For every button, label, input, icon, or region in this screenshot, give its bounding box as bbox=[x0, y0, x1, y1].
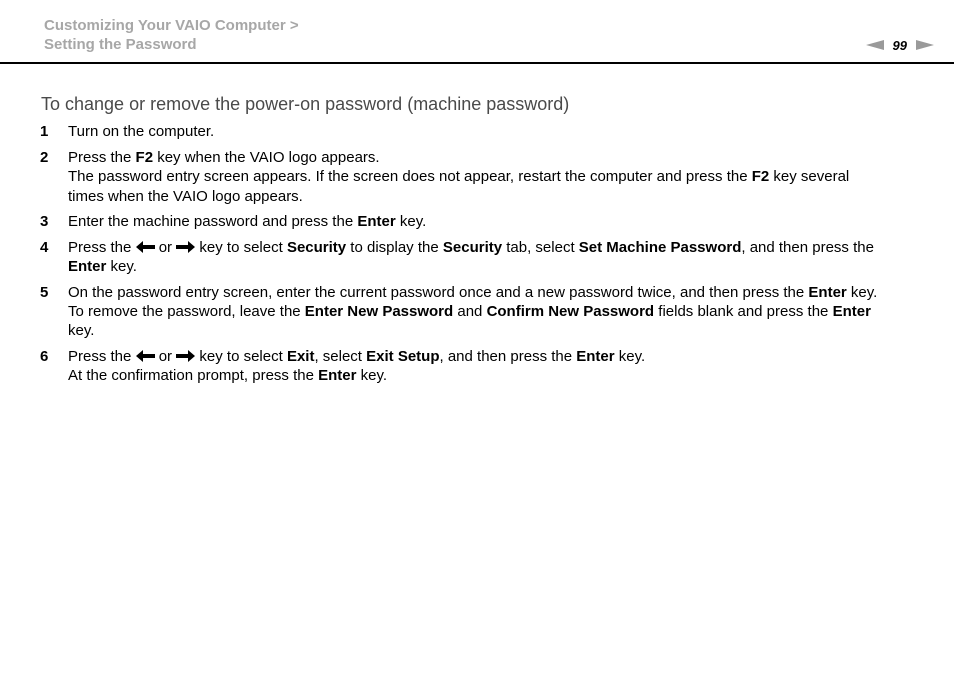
step-text: Press the or key to select Exit, select Exit Setup, and then press the Enter key. bbox=[68, 348, 646, 365]
page-number: 99 bbox=[892, 37, 907, 53]
step-text: The password entry screen appears. If the screen does not appear, restart the computer and press the F2 key several bbox=[68, 168, 850, 185]
header-divider bbox=[0, 62, 954, 64]
breadcrumb-section[interactable]: Setting the Password bbox=[44, 36, 197, 53]
page-header bbox=[0, 0, 954, 64]
prev-page-icon[interactable] bbox=[866, 40, 884, 50]
step-text: Enter key. bbox=[68, 258, 137, 275]
step-text: Turn on the computer. bbox=[68, 123, 215, 140]
next-page-icon[interactable] bbox=[916, 40, 934, 50]
step-text: Press the F2 key when the VAIO logo appears. bbox=[68, 149, 380, 166]
step-text: On the password entry screen, enter the current password once and a new password twice, and then press the Enter key. bbox=[68, 284, 878, 301]
step-text: times when the VAIO logo appears. bbox=[68, 188, 303, 205]
left-arrow-key-icon bbox=[136, 241, 155, 253]
section-title: To change or remove the power-on password (machine password) bbox=[41, 94, 570, 114]
step-number: 3 bbox=[40, 213, 49, 230]
left-arrow-key-icon bbox=[136, 350, 155, 362]
breadcrumb-chapter[interactable]: Customizing Your VAIO Computer > bbox=[44, 17, 299, 34]
step-text: key. bbox=[68, 322, 95, 339]
step-number: 1 bbox=[40, 123, 49, 140]
step-text: Enter the machine password and press the Enter key. bbox=[68, 213, 427, 230]
step-text: Press the or key to select Security to display the Security tab, select Set Machine Password, and then press the bbox=[68, 239, 874, 256]
step-number: 6 bbox=[40, 348, 49, 365]
step-number: 5 bbox=[40, 284, 49, 301]
step-number: 4 bbox=[40, 239, 49, 256]
right-arrow-key-icon bbox=[176, 241, 195, 253]
step-text: To remove the password, leave the Enter New Password and Confirm New Password fields blank and press the Enter bbox=[68, 303, 871, 320]
step-number: 2 bbox=[40, 149, 49, 166]
right-arrow-key-icon bbox=[176, 350, 195, 362]
step-text: At the confirmation prompt, press the Enter key. bbox=[68, 367, 388, 384]
page-navigator bbox=[866, 37, 934, 53]
